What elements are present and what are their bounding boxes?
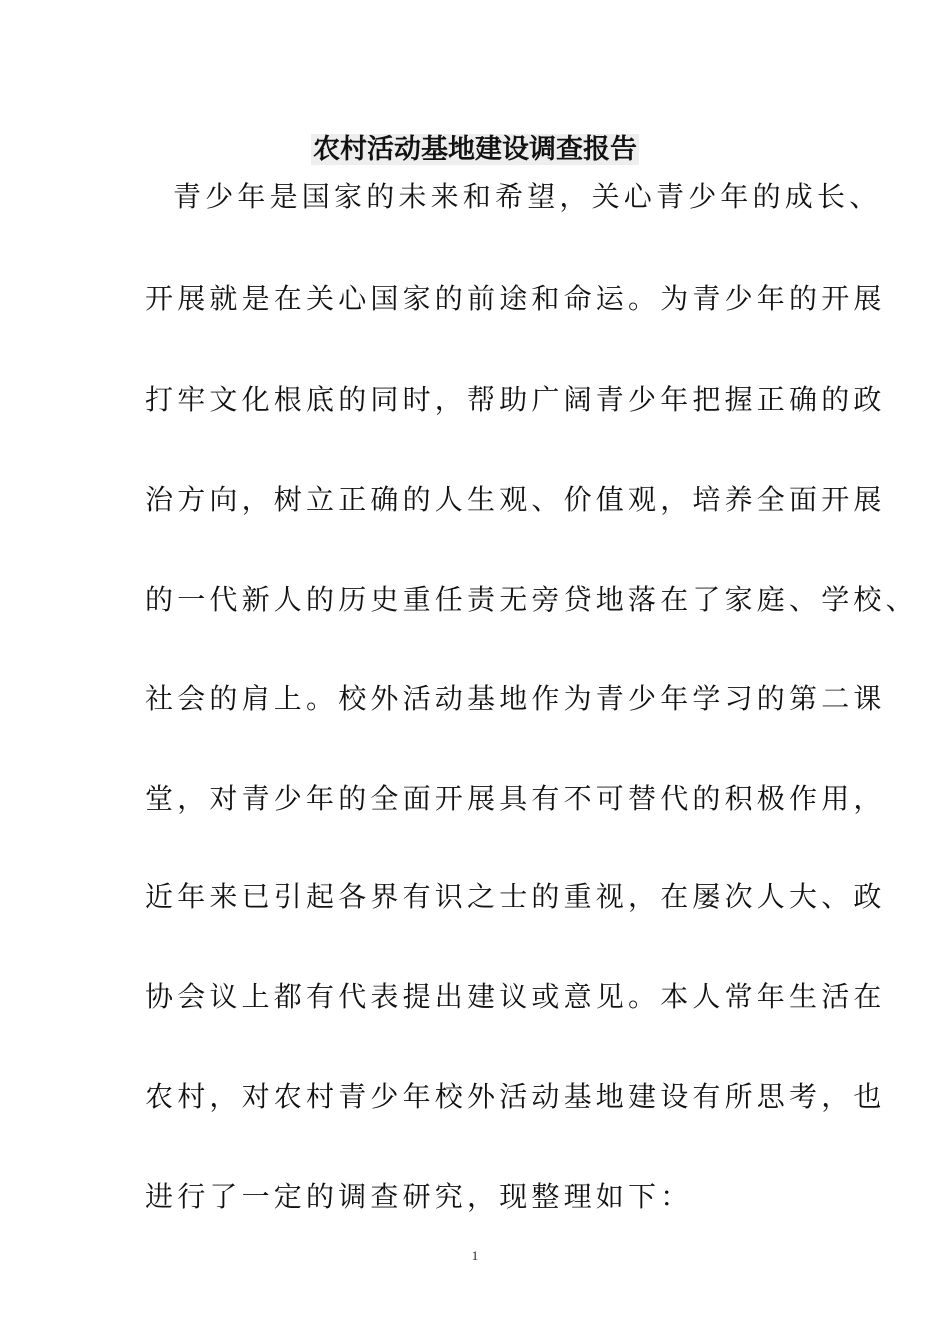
- paragraph-line: 协会议上都有代表提出建议或意见。本人常年生活在: [145, 980, 886, 1013]
- paragraph-line: 农村，对农村青少年校外活动基地建设有所思考，也: [145, 1080, 886, 1113]
- paragraph-line: 治方向，树立正确的人生观、价值观，培养全面开展: [145, 483, 886, 516]
- paragraph-line: 打牢文化根底的同时，帮助广阔青少年把握正确的政: [145, 383, 886, 416]
- paragraph-line: 近年来已引起各界有识之士的重视，在屡次人大、政: [145, 880, 886, 913]
- paragraph-line: 青少年是国家的未来和希望，关心青少年的成长、: [173, 180, 882, 213]
- paragraph-line: 开展就是在关心国家的前途和命运。为青少年的开展: [145, 282, 886, 315]
- document-title-text: 农村活动基地建设调查报告: [313, 134, 637, 165]
- paragraph-line: 堂，对青少年的全面开展具有不可替代的积极作用，: [145, 782, 886, 815]
- document-title: [0, 133, 950, 167]
- paragraph-line: 进行了一定的调查研究，现整理如下：: [145, 1180, 693, 1213]
- paragraph-line: 的一代新人的历史重任责无旁贷地落在了家庭、学校、: [145, 583, 918, 616]
- paragraph-line: 社会的肩上。校外活动基地作为青少年学习的第二课: [145, 682, 886, 715]
- page-number: 1: [471, 1248, 479, 1263]
